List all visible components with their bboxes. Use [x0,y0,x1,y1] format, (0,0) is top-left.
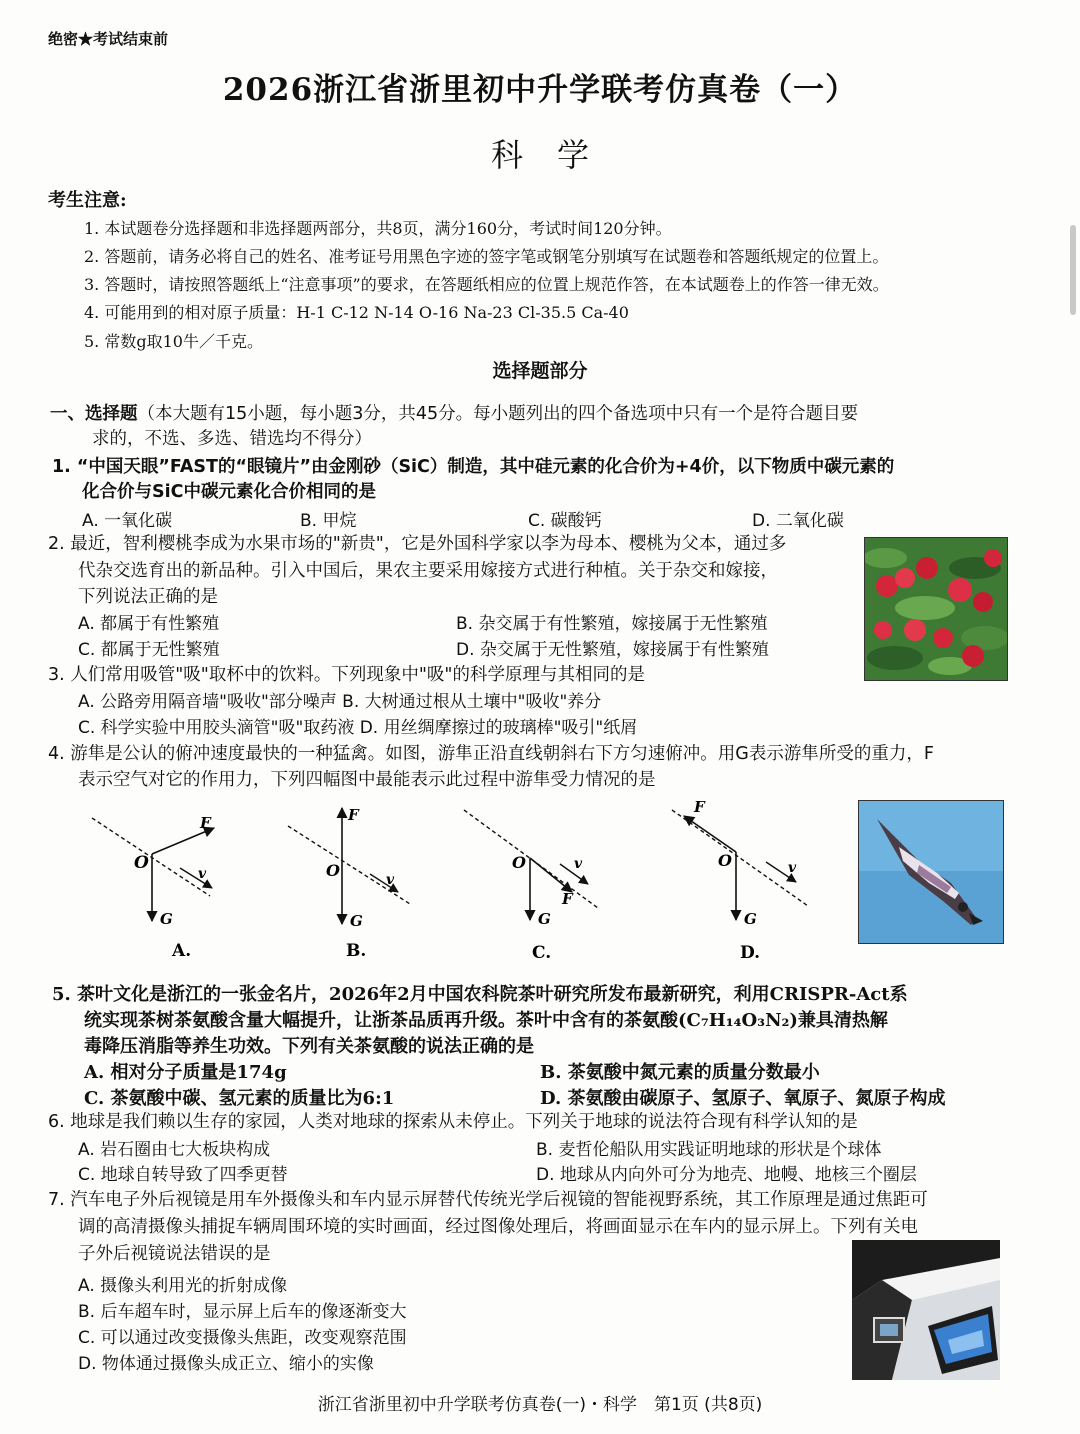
q1-stem: 1. “中国天眼”FAST的“眼镜片”由金刚砂（SiC）制造，其中硅元素的化合价为+4价，以下物质中碳元素的 [52,457,895,477]
q6-option-c: C. 地球自转导致了四季更替 [78,1165,288,1185]
q3-options-ab: A. 公路旁用隔音墙"吸收"部分噪声 B. 大树通过根从土壤中"吸收"养分 [78,692,602,712]
force-diagram-b [288,806,410,961]
q1-option-d: D. 二氧化碳 [752,511,844,531]
point-o-label: O [718,851,732,870]
force-f-label: F [562,890,573,908]
q2-option-d: D. 杂交属于无性繁殖，嫁接属于有性繁殖 [456,640,769,660]
force-diagram-d [672,798,808,963]
notice-item: 2. 答题前，请务必将自己的姓名、准考证号用黑色字迹的签字笔或钢笔分别填写在试题卷和答题纸规定的位置上。 [84,247,889,266]
secret-label: 绝密★考试结束前 [48,30,169,48]
gravity-g-label: G [538,910,551,928]
q7-option-a: A. 摄像头利用光的折射成像 [78,1276,288,1296]
page-title: 2026浙江省浙里初中升学联考仿真卷（一） [222,72,858,108]
q5-stem: 5. 茶叶文化是浙江的一张金名片，2026年2月中国农科院茶叶研究所发布最新研究，利用CRISPR-Act系 [52,984,908,1005]
q5-stem-2-end: )兼具清热解 [789,1010,888,1031]
part-description: （本大题有15小题，每小题3分，共45分。每小题列出的四个备选项中只有一个是符合题目要 [137,404,859,424]
notice-heading: 考生注意: [48,190,127,211]
q7-option-c: C. 可以通过改变摄像头焦距，改变观察范围 [78,1328,407,1348]
q5-option-b: B. 茶氨酸中氮元素的质量分数最小 [540,1062,820,1083]
q7-option-b: B. 后车超车时，显示屏上后车的像逐渐变大 [78,1302,407,1322]
force-diagram-a [92,814,214,961]
q6-option-d: D. 地球从内向外可分为地壳、地幔、地核三个圈层 [536,1165,917,1185]
point-o-label: O [512,853,526,872]
q4-stem-2: 表示空气对它的作用力，下列四幅图中最能表示此过程中游隼受力情况的是 [78,770,656,790]
q2-stem: 2. 最近，智利樱桃李成为水果市场的"新贵"，它是外国科学家以李为母本、樱桃为父本，通过多 [48,534,787,554]
section-title: 选择题部分 [492,360,588,382]
q2-option-a: A. 都属于有性繁殖 [78,614,220,634]
q7-option-d: D. 物体通过摄像头成正立、缩小的实像 [78,1354,374,1374]
gravity-g-label: G [160,910,173,928]
velocity-label: v [788,860,797,876]
gravity-g-label: G [744,910,757,928]
q3-options-cd: C. 科学实验中用胶头滴管"吸"取药液 D. 用丝绸摩擦过的玻璃棒"吸引"纸屑 [78,718,638,738]
point-o-label: O [134,853,149,873]
diagram-label-c: C. [532,943,552,963]
force-diagram-c [464,810,598,963]
page-footer: 浙江省浙里初中升学联考仿真卷(一)・科学 第1页 (共8页) [317,1395,763,1415]
force-f-label: F [200,814,211,832]
q5-option-a: A. 相对分子质量是174g [84,1062,287,1083]
q6-stem: 6. 地球是我们赖以生存的家园，人类对地球的探索从未停止。下列关于地球的说法符合现有科学认知的是 [48,1112,858,1132]
velocity-label: v [198,866,207,882]
q6-option-a: A. 岩石圈由七大板块构成 [78,1140,271,1160]
falcon-photo [858,800,1004,944]
q5-stem-3: 毒降压消脂等养生功效。下列有关茶氨酸的说法正确的是 [84,1036,534,1057]
q1-option-c: C. 碳酸钙 [528,511,602,531]
q5-option-c: C. 茶氨酸中碳、氢元素的质量比为6:1 [84,1088,395,1109]
notice-item: 3. 答题时，请按照答题纸上“注意事项”的要求，在答题纸相应的位置上规范作答，在本试题卷上的作答一律无效。 [84,275,889,294]
notice-item: 1. 本试题卷分选择题和非选择题两部分，共8页，满分160分，考试时间120分钟。 [84,219,672,238]
q2-stem-2: 代杂交选育出的新品种。引入中国后，果农主要采用嫁接方式进行种植。关于杂交和嫁接， [78,561,778,581]
part-description-2: 求的，不选、多选、错选均不得分） [92,429,372,449]
q1-stem-2: 化合价与SiC中碳元素化合价相同的是 [82,482,376,502]
gravity-g-label: G [350,912,363,930]
q5-option-d: D. 茶氨酸由碳原子、氢原子、氧原子、氮原子构成 [540,1088,946,1109]
diagram-label-a: A. [172,941,192,961]
diagram-label-b: B. [346,941,367,961]
q3-stem: 3. 人们常用吸管"吸"取杯中的饮料。下列现象中"吸"的科学原理与其相同的是 [48,665,645,685]
q5-stem-2 [84,1006,888,1032]
notice-item: 5. 常数g取10牛／千克。 [84,332,263,351]
subject-title: 科学 [490,136,623,174]
velocity-label: v [386,872,395,888]
scrollbar-thumb[interactable] [1070,225,1076,315]
q2-option-b: B. 杂交属于有性繁殖，嫁接属于无性繁殖 [456,614,768,634]
part-heading [50,400,858,425]
q1-option-a: A. 一氧化碳 [82,511,173,531]
force-diagrams [80,796,860,966]
force-f-label: F [694,798,705,816]
electronic-mirror-photo [852,1240,1000,1380]
q7-stem-2: 调的高清摄像头捕捉车辆周围环境的实时画面，经过图像处理后，将画面显示在车内的显示屏上。下列有关电 [78,1217,918,1237]
point-o-label: O [326,861,340,880]
diagram-label-d: D. [740,943,761,963]
notice-item: 4. 可能用到的相对原子质量：H-1 C-12 N-14 O-16 Na-23 Cl-35.5 Ca-40 [84,303,629,322]
q6-option-b: B. 麦哲伦船队用实践证明地球的形状是个球体 [536,1140,882,1160]
theanine-formula: C₇H₁₄O₃N₂ [686,1010,790,1031]
velocity-label: v [574,856,583,872]
q2-option-c: C. 都属于无性繁殖 [78,640,220,660]
part-label: 一、选择题 [50,404,138,424]
q4-stem: 4. 游隼是公认的俯冲速度最快的一种猛禽。如图，游隼正沿直线朝斜右下方匀速俯冲。用G表示游隼所受的重力，F [48,744,934,764]
force-f-label: F [348,806,359,824]
q1-option-b: B. 甲烷 [300,511,357,531]
q7-stem-3: 子外后视镜说法错误的是 [78,1244,271,1264]
cherry-plum-photo [864,537,1008,681]
q2-stem-3: 下列说法正确的是 [78,587,218,607]
q7-stem: 7. 汽车电子外后视镜是用车外摄像头和车内显示屏替代传统光学后视镜的智能视野系统，其工作原理是通过焦距可 [48,1190,928,1210]
q5-stem-2-text: 统实现茶树茶氨酸含量大幅提升，让浙茶品质再升级。茶叶中含有的茶氨酸( [84,1010,687,1031]
